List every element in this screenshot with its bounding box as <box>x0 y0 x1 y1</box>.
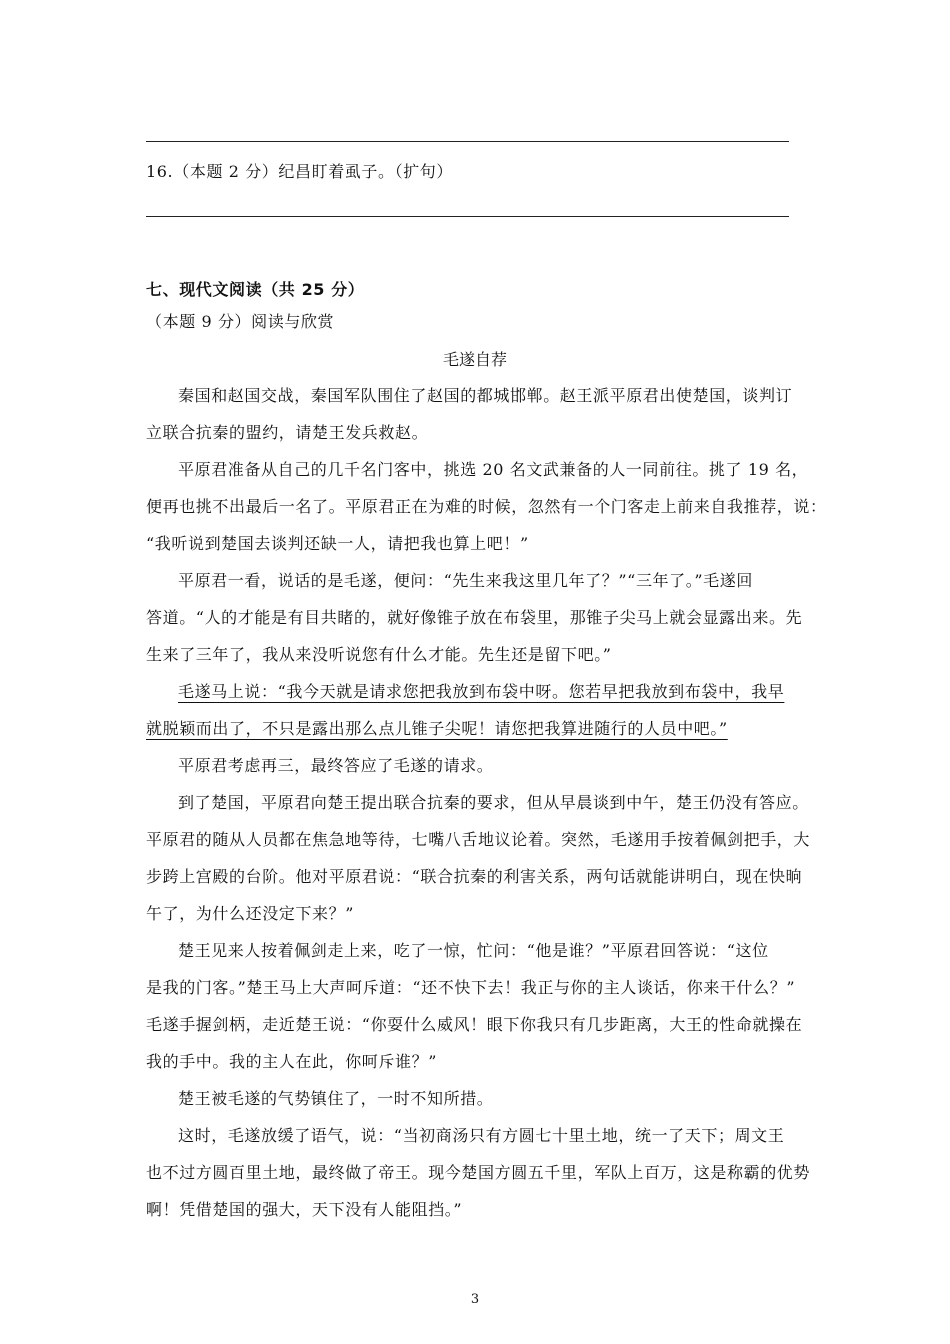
passage-line: 步跨上宫殿的台阶。他对平原君说：“联合抗秦的利害关系，两句话就能讲明白，现在快晌 <box>146 867 803 886</box>
passage-line: 我的手中。我的主人在此，你呵斥谁？” <box>146 1052 437 1071</box>
passage-line: 楚王被毛遂的气势镇住了，一时不知所措。 <box>178 1089 494 1108</box>
answer-line-15 <box>146 141 789 142</box>
passage-line: 楚王见来人按着佩剑走上来，吃了一惊，忙问：“他是谁？”平原君回答说：“这位 <box>178 941 769 960</box>
passage-line: 答道。“人的才能是有目共睹的，就好像锥子放在布袋里，那锥子尖马上就会显露出来。先 <box>146 608 803 627</box>
section-heading: 七、现代文阅读（共 25 分） <box>146 280 365 299</box>
passage-line: 生来了三年了，我从来没听说您有什么才能。先生还是留下吧。” <box>146 645 612 664</box>
passage-line: 是我的门客。”楚王马上大声呵斥道：“还不快下去！我正与你的主人谈话，你来干什么？” <box>146 978 796 997</box>
passage-line: 平原君考虑再三，最终答应了毛遂的请求。 <box>178 756 494 775</box>
passage-line: 便再也挑不出最后一名了。平原君正在为难的时候，忽然有一个门客走上前来自我推荐，说： <box>146 497 827 516</box>
passage-line: 立联合抗秦的盟约，请楚王发兵救赵。 <box>146 423 429 442</box>
answer-line-16 <box>146 216 789 217</box>
section-subheading: （本题 9 分）阅读与欣赏 <box>146 312 335 331</box>
passage-line: 平原君的随从人员都在焦急地等待，七嘴八舌地议论着。突然，毛遂用手按着佩剑把手，大 <box>146 830 811 849</box>
passage-line: 这时，毛遂放缓了语气，说：“当初商汤只有方圆七十里土地，统一了天下；周文王 <box>178 1126 785 1145</box>
underlined-passage-line: 毛遂马上说：“我今天就是请求您把我放到布袋中呀。您若早把我放到布袋中，我早 <box>178 682 785 701</box>
passage-line: 平原君一看，说话的是毛遂，便问：“先生来我这里几年了？”“三年了。”毛遂回 <box>178 571 753 590</box>
passage-line: 毛遂手握剑柄，走近楚王说：“你耍什么威风！眼下你我只有几步距离，大王的性命就操在 <box>146 1015 803 1034</box>
passage-title: 毛遂自荐 <box>442 350 507 369</box>
underlined-passage-line: 就脱颖而出了，不只是露出那么点儿锥子尖呢！请您把我算进随行的人员中吧。” <box>146 719 728 738</box>
passage-line: 秦国和赵国交战，秦国军队围住了赵国的都城邯郸。赵王派平原君出使楚国，谈判订 <box>178 386 793 405</box>
passage-line: “我听说到楚国去谈判还缺一人，请把我也算上吧！” <box>146 534 529 553</box>
page-number: 3 <box>470 1292 480 1307</box>
passage-line: 到了楚国，平原君向楚王提出联合抗秦的要求，但从早晨谈到中午，楚王仍没有答应。 <box>178 793 809 812</box>
passage-line: 啊！凭借楚国的强大，天下没有人能阻挡。” <box>146 1200 463 1219</box>
passage-line: 也不过方圆百里土地，最终做了帝王。现今楚国方圆五千里，军队上百万，这是称霸的优势 <box>146 1163 811 1182</box>
passage-line: 午了，为什么还没定下来？” <box>146 904 354 923</box>
question-16: 16.（本题 2 分）纪昌盯着虱子。（扩句） <box>146 162 453 181</box>
passage-line: 平原君准备从自己的几千名门客中，挑选 20 名文武兼备的人一同前往。挑了 19 名， <box>178 460 809 479</box>
